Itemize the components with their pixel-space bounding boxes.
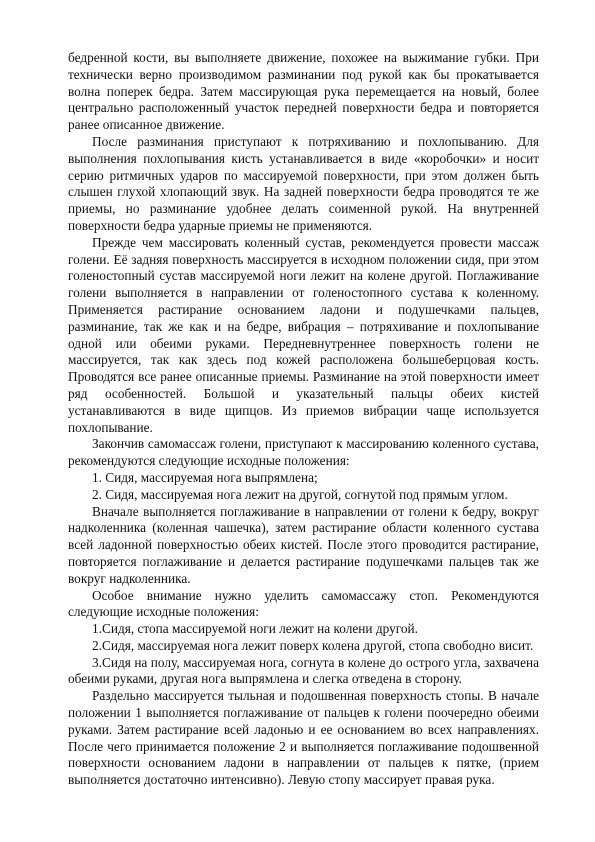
- knee-position-item-1: 1. Сидя, массируемая нога выпрямлена;: [92, 469, 318, 485]
- paragraph-patting-thigh: После разминания приступают к потряхиванию и похлопыванию. Для выполнения похлопывания кисть устанавливается в виде «коробочки» и носит серию ритмичных ударов по массируемой поверхности, при этом должен быть слышен глухой хлопающий звук. На задней поверхности бедра проводятся те же приемы, но разминание удобнее делать соименной рукой. На внутренней поверхности бедра ударные приемы не применяются.: [68, 133, 539, 233]
- knee-position-item-2: 2. Сидя, массируемая нога лежит на другой, согнутой под прямым углом.: [92, 486, 508, 502]
- paragraph-foot-intro: Особое внимание нужно уделить самомассажу стоп. Рекомендуются следующие исходные положения:: [68, 587, 539, 620]
- foot-position-item-1: 1.Сидя, стопа массируемой ноги лежит на колени другой.: [92, 621, 418, 637]
- foot-position-item-3: 3.Сидя на полу, массируемая нога, согнута в колене до острого угла, захвачена обеими руками, другая нога выпрямлена и слегка отведена в сторону.: [68, 654, 539, 687]
- paragraph-shin-massage: Прежде чем массировать коленный сустав, рекомендуется провести массаж голени. Её задняя поверхность массируется в исходном положении сидя, при этом голеностопный сустав массируемой ноги лежит на колене другой. Поглаживание голени выполняется в направлении от голеностопного сустава к коленному. Применяется растирание основанием ладони и подушечками пальцев, разминание, так же как и на бедре, вибрация – потряхивание и похлопывание одной или обеими руками. Передневнутреннее поверхность голени не массируется, так как здесь под кожей расположена большеберцовая кость. Проводятся все ранее описанные приемы. Разминание на этой поверхности имеет ряд особенностей. Большой и указательный пальцы обеих кистей устанавливаются в виде щипцов. Из приемов вибрации чаще используется похлопывание.: [68, 234, 539, 435]
- paragraph-knee-intro: Закончив самомассаж голени, приступают к массированию коленного сустава, рекомендуются следующие исходные положения:: [68, 436, 539, 469]
- foot-position-item-2: 2.Сидя, массируемая нога лежит поверх колена другой, стопа свободно висит.: [92, 637, 534, 653]
- paragraph-foot-technique: Раздельно массируется тыльная и подошвенная поверхность стопы. В начале положении 1 выполняется поглаживание от пальцев к голени поочередно обеими руками. Затем растирание всей ладонью и ее основанием во всех направлениях. После чего принимается положение 2 и выполняется поглаживание подошвенной поверхности основанием ладони в направлении от пальцев к пятке, (прием выполняется достаточно интенсивно). Левую стопу массирует правая рука.: [68, 688, 539, 788]
- paragraph-kneading-thigh: бедренной кости, вы выполняете движение, похожее на выжимание губки. При технически верно производимом разминании под рукой как бы прокатывается волна поперек бедра. Затем массирующая рука перемещается на новый, более центрально расположенный участок передней поверхности бедра и повторяется ранее описанное движение.: [68, 50, 539, 133]
- paragraph-knee-technique: Вначале выполняется поглаживание в направлении от голени к бедру, вокруг надколенника (коленная чашечка), затем растирание области коленного сустава всей ладонной поверхностью обеих кистей. После этого проводится растирание, повторяется поглаживание и делается растирание подушечками пальцев так же вокруг надколенника.: [68, 503, 539, 586]
